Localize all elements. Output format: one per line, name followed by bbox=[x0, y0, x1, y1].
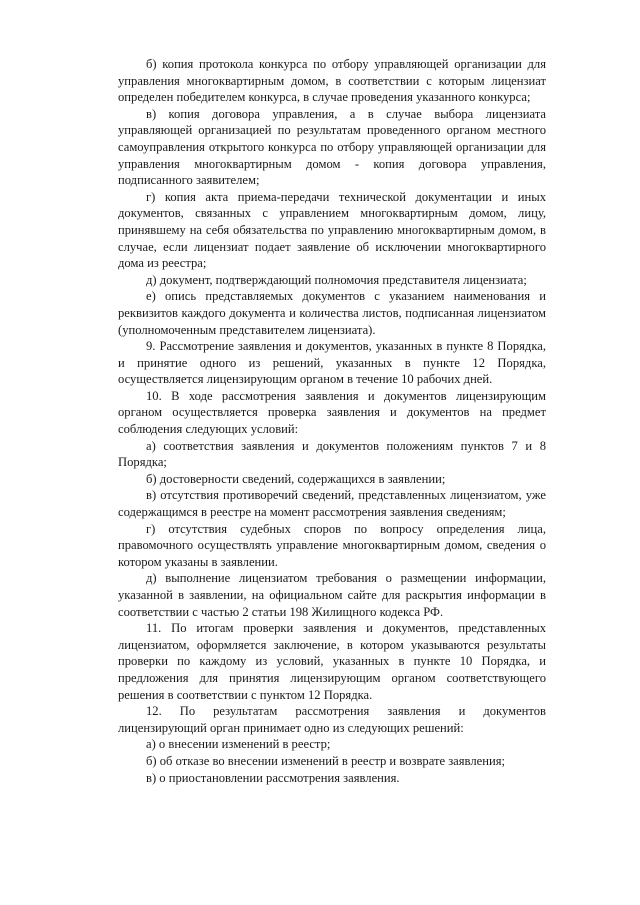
paragraph-g-transfer-act-copy: г) копия акта приема-передачи технической документации и иных документов, связанных с управлением многоквартирным домом, лицу, принявшему на себя обязательства по управлению многоквартирным домом, в случае, если лицензиат подает заявление об исключении многоквартирного дома из реестра; bbox=[118, 189, 546, 271]
paragraph-b-protocol-copy: б) копия протокола конкурса по отбору управляющей организации для управления многоквартирным домом, в соответствии с которым лицензиат определен победителем конкурса, в случае проведения указанного конкурса; bbox=[118, 57, 546, 105]
paragraph-10a-compliance: а) соответствия заявления и документов положениям пунктов 7 и 8 Порядка; bbox=[118, 438, 546, 470]
paragraph-10d-info-disclosure: д) выполнение лицензиатом требования о размещении информации, указанной в заявлении, на официальном сайте для раскрытия информации в соответствии с частью 2 статьи 198 Жилищного кодекса РФ. bbox=[118, 571, 546, 619]
paragraph-10-review-conditions: 10. В ходе рассмотрения заявления и документов лицензирующим органом осуществляется проверка заявления и документов на предмет соблюдения следующих условий: bbox=[118, 388, 546, 437]
paragraph-d-authority-document: д) документ, подтверждающий полномочия представителя лицензиата; bbox=[146, 272, 527, 287]
paragraph-10g-no-disputes: г) отсутствия судебных споров по вопросу определения лица, правомочного осуществлять управление многоквартирным домом, сведения о котором указаны в заявлении. bbox=[118, 521, 546, 569]
paragraph-e-document-inventory: е) опись представляемых документов с указанием наименования и реквизитов каждого документа и количества листов, подписанная лицензиатом (уполномоченным представителем лицензиата). bbox=[118, 289, 546, 337]
paragraph-9-review-term: 9. Рассмотрение заявления и документов, указанных в пункте 8 Порядка, и принятие одного из решений, указанных в пункте 12 Порядка, осуществляется лицензирующим органом в течение 10 рабочих дней. bbox=[118, 339, 546, 387]
document-body bbox=[118, 56, 546, 786]
paragraph-12-decisions: 12. По результатам рассмотрения заявления и документов лицензирующий орган принимает одно из следующих решений: bbox=[118, 704, 546, 735]
paragraph-10b-reliability: б) достоверности сведений, содержащихся в заявлении; bbox=[146, 471, 446, 486]
paragraph-12a-amend-registry: а) о внесении изменений в реестр; bbox=[146, 737, 331, 752]
paragraph-12v-suspension: в) о приостановлении рассмотрения заявления. bbox=[146, 770, 400, 785]
paragraph-v-contract-copy: в) копия договора управления, а в случае выбора лицензиата управляющей организацией по результатам проведенного органом местного самоуправления открытого конкурса по отбору управляющей организации для управления многоквартирным домом - копия договора управления, подписанного заявителем; bbox=[118, 106, 546, 188]
paragraph-12b-refusal: б) об отказе во внесении изменений в реестр и возврате заявления; bbox=[146, 753, 505, 768]
paragraph-11-conclusion: 11. По итогам проверки заявления и документов, представленных лицензиатом, оформляется заключение, в котором указываются результаты проверки по каждому из условий, указанных в пункте 10 Порядка, и предложения для принятия лицензирующим органом соответствующего решения в соответствии с пунктом 12 Порядка. bbox=[118, 621, 546, 702]
paragraph-10v-no-contradictions: в) отсутствия противоречий сведений, представленных лицензиатом, уже содержащимся в реестре на момент рассмотрения заявления сведениям; bbox=[118, 488, 546, 520]
